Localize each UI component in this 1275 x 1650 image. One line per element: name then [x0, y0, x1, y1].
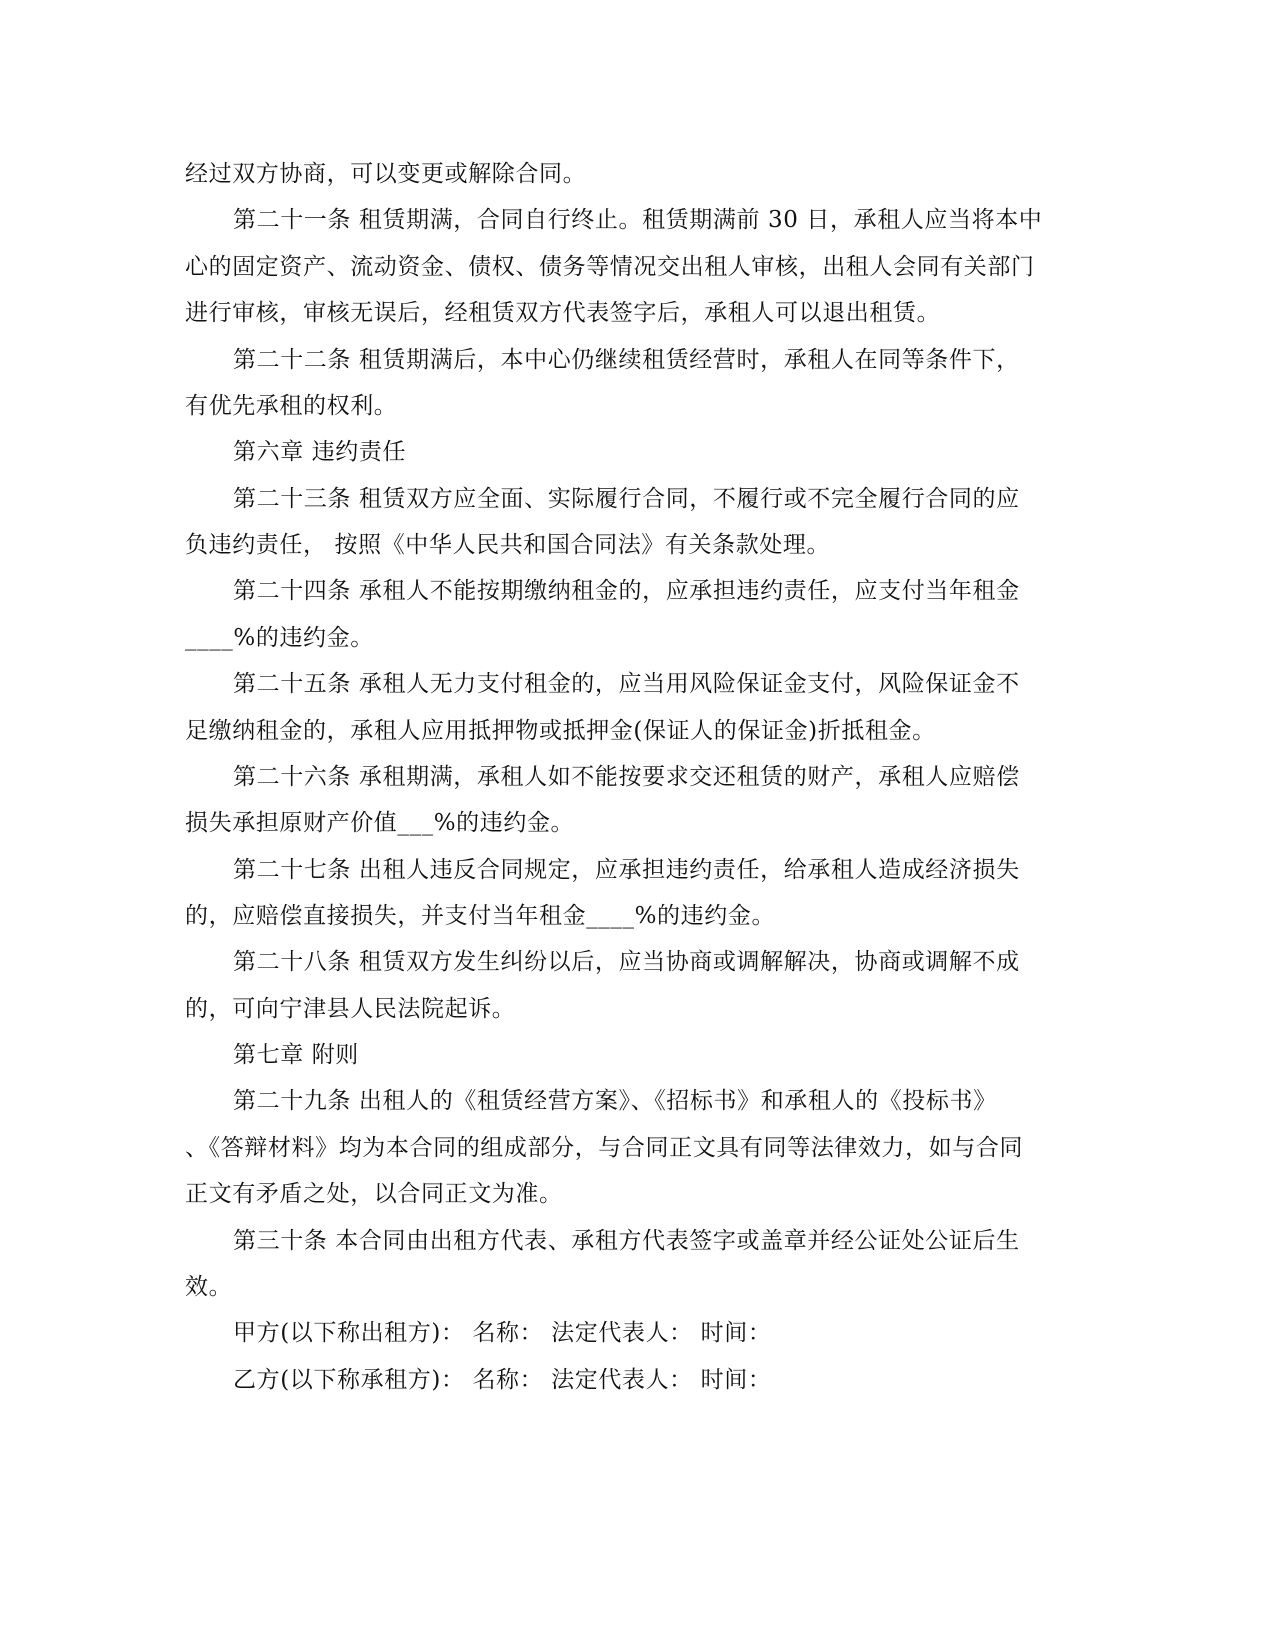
text-line: 损失承担原财产价值___%的违约金。	[185, 810, 575, 836]
text-line: 效。	[185, 1274, 233, 1300]
text-line: 第二十四条 承租人不能按期缴纳租金的，应承担违约责任，应支付当年租金	[233, 578, 1020, 604]
text-line: 的，可向宁津县人民法院起诉。	[185, 996, 516, 1022]
text-line: 的，应赔偿直接损失，并支付当年租金____%的违约金。	[185, 903, 776, 929]
chapter-heading: 第六章 违约责任	[233, 439, 407, 465]
text-line: 有优先承租的权利。	[185, 393, 398, 419]
text-line: 正文有矛盾之处，以合同正文为准。	[185, 1181, 563, 1207]
signature-line-party-a: 甲方(以下称出租方)： 名称： 法定代表人： 时间：	[233, 1320, 772, 1346]
text-line: 第三十条 本合同由出租方代表、承租方代表签字或盖章并经公证处公证后生	[233, 1228, 1020, 1254]
text-line: 经过双方协商，可以变更或解除合同。	[185, 161, 587, 187]
signature-line-party-b: 乙方(以下称承租方)： 名称： 法定代表人： 时间：	[233, 1367, 772, 1393]
text-line: 进行审核，审核无误后，经租赁双方代表签字后，承租人可以退出租赁。	[185, 300, 941, 326]
text-line: 、《答辩材料》均为本合同的组成部分，与合同正文具有同等法律效力，如与合同	[185, 1135, 1024, 1161]
text-line: ____%的违约金。	[185, 625, 374, 651]
text-line: 第二十三条 租赁双方应全面、实际履行合同，不履行或不完全履行合同的应	[233, 486, 1020, 512]
text-line: 足缴纳租金的，承租人应用抵押物或抵押金(保证人的保证金)折抵租金。	[185, 718, 936, 744]
text-line: 第二十六条 承租期满，承租人如不能按要求交还租赁的财产，承租人应赔偿	[233, 764, 1020, 790]
text-line: 第二十八条 租赁双方发生纠纷以后，应当协商或调解解决，协商或调解不成	[233, 949, 1020, 975]
text-line: 负违约责任， 按照《中华人民共和国合同法》有关条款处理。	[185, 532, 831, 558]
text-line: 第二十九条 出租人的《租赁经营方案》、《招标书》和承租人的《投标书》	[233, 1088, 997, 1114]
text-line: 心的固定资产、流动资金、债权、债务等情况交出租人审核，出租人会同有关部门	[185, 254, 1035, 280]
text-line: 第二十二条 租赁期满后，本中心仍继续租赁经营时，承租人在同等条件下，	[233, 347, 1020, 373]
text-line: 第二十七条 出租人违反合同规定，应承担违约责任，给承租人造成经济损失	[233, 857, 1020, 883]
text-line: 第二十一条 租赁期满，合同自行终止。租赁期满前 30 日，承租人应当将本中	[233, 207, 1043, 233]
text-line: 第二十五条 承租人无力支付租金的，应当用风险保证金支付，风险保证金不	[233, 671, 1020, 697]
chapter-heading: 第七章 附则	[233, 1042, 359, 1068]
